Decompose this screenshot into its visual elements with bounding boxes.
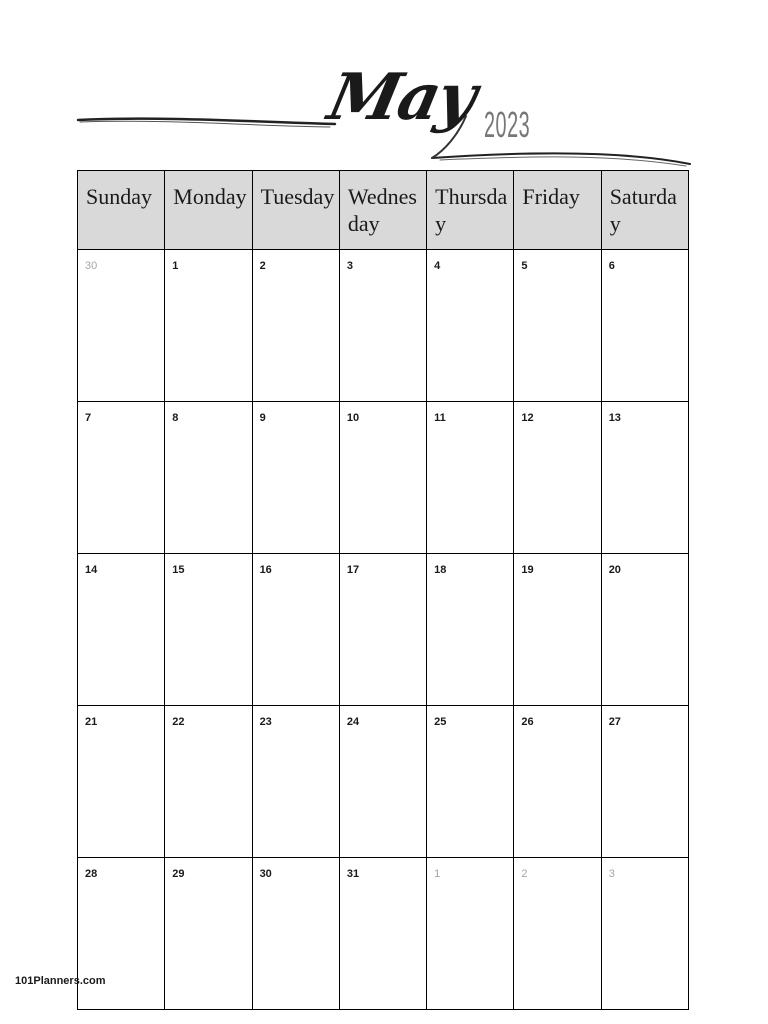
weekday-monday: Monday xyxy=(165,171,252,250)
day-number-adjacent-month: 1 xyxy=(434,868,441,880)
day-number: 24 xyxy=(346,716,360,728)
weekday-header-row xyxy=(78,171,689,250)
day-number: 6 xyxy=(608,260,615,272)
day-cell[interactable] xyxy=(339,554,426,706)
day-cell[interactable] xyxy=(427,706,514,858)
day-cell[interactable] xyxy=(514,250,601,402)
day-cell[interactable] xyxy=(165,554,252,706)
day-cell[interactable] xyxy=(339,250,426,402)
day-cell[interactable] xyxy=(252,250,339,402)
weekday-thursday: Thursday xyxy=(427,171,514,250)
day-number: 17 xyxy=(346,564,360,576)
weekday-tuesday: Tuesday xyxy=(252,171,339,250)
day-number: 12 xyxy=(521,412,534,424)
day-number: 21 xyxy=(85,716,98,728)
week-row xyxy=(78,706,689,858)
day-cell[interactable] xyxy=(339,706,426,858)
day-cell[interactable] xyxy=(601,554,688,706)
day-number: 28 xyxy=(85,868,98,880)
day-cell[interactable] xyxy=(252,554,339,706)
day-number-adjacent-month: 3 xyxy=(608,868,615,880)
day-cell[interactable] xyxy=(165,858,252,1010)
day-cell[interactable] xyxy=(252,858,339,1010)
day-number-adjacent-month: 30 xyxy=(85,260,98,272)
day-cell[interactable] xyxy=(165,250,252,402)
day-number: 31 xyxy=(346,868,360,880)
day-cell[interactable] xyxy=(514,706,601,858)
day-number: 3 xyxy=(346,260,353,272)
day-cell[interactable] xyxy=(252,706,339,858)
calendar-grid xyxy=(77,170,689,1010)
day-cell[interactable] xyxy=(601,706,688,858)
day-number: 18 xyxy=(434,564,447,576)
week-row xyxy=(78,402,689,554)
day-number: 23 xyxy=(259,716,272,728)
day-cell[interactable] xyxy=(165,402,252,554)
day-cell[interactable] xyxy=(427,858,514,1010)
day-number: 16 xyxy=(259,564,272,576)
day-cell[interactable] xyxy=(78,402,165,554)
day-number: 14 xyxy=(85,564,98,576)
day-cell[interactable] xyxy=(427,554,514,706)
day-number: 15 xyxy=(172,564,185,576)
weekday-sunday: Sunday xyxy=(78,171,165,250)
day-cell[interactable] xyxy=(601,402,688,554)
weekday-wednesday: Wednesday xyxy=(339,171,426,250)
day-cell[interactable] xyxy=(427,402,514,554)
day-cell[interactable] xyxy=(601,250,688,402)
weekday-saturday: Saturday xyxy=(601,171,688,250)
week-row xyxy=(78,858,689,1010)
day-number: 10 xyxy=(346,412,360,424)
day-number: 20 xyxy=(608,564,621,576)
day-number: 9 xyxy=(259,412,266,424)
day-cell[interactable] xyxy=(514,402,601,554)
day-cell[interactable] xyxy=(78,554,165,706)
day-number: 25 xyxy=(434,716,447,728)
day-cell[interactable] xyxy=(427,250,514,402)
day-cell[interactable] xyxy=(601,858,688,1010)
day-number: 22 xyxy=(172,716,185,728)
day-number: 19 xyxy=(521,564,534,576)
day-number: 4 xyxy=(434,260,441,272)
day-number: 29 xyxy=(172,868,185,880)
day-number-adjacent-month: 2 xyxy=(521,868,528,880)
day-cell[interactable] xyxy=(514,554,601,706)
day-cell[interactable] xyxy=(339,858,426,1010)
day-cell[interactable] xyxy=(78,250,165,402)
day-number: 13 xyxy=(608,412,621,424)
week-row xyxy=(78,250,689,402)
day-number: 30 xyxy=(259,868,272,880)
day-number: 1 xyxy=(172,260,179,272)
week-row xyxy=(78,554,689,706)
day-number: 5 xyxy=(521,260,528,272)
day-number: 7 xyxy=(85,412,92,424)
day-cell[interactable] xyxy=(514,858,601,1010)
day-number: 26 xyxy=(521,716,534,728)
day-cell[interactable] xyxy=(165,706,252,858)
day-cell[interactable] xyxy=(78,706,165,858)
day-number: 11 xyxy=(434,412,446,424)
day-cell[interactable] xyxy=(339,402,426,554)
day-number: 2 xyxy=(259,260,266,272)
weekday-friday: Friday xyxy=(514,171,601,250)
year-title: 2023 xyxy=(484,104,531,145)
day-number: 8 xyxy=(172,412,179,424)
footer-brand: 101Planners.com xyxy=(15,975,106,987)
day-cell[interactable] xyxy=(252,402,339,554)
day-number: 27 xyxy=(608,716,621,728)
month-title: May xyxy=(322,60,482,135)
